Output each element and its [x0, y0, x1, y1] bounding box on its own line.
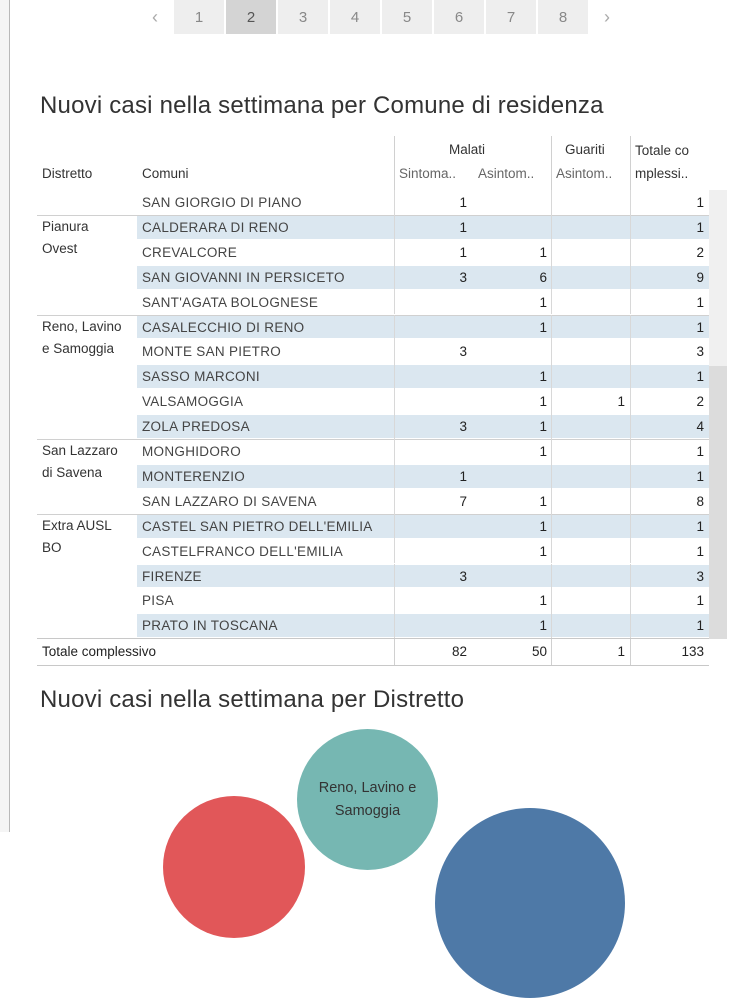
- comune-cell: SAN LAZZARO DI SAVENA: [142, 493, 317, 509]
- cell-divider: [394, 489, 395, 514]
- table-row[interactable]: [37, 539, 709, 564]
- cell-divider: [551, 464, 552, 489]
- table-body: [37, 190, 709, 638]
- comune-cell: MONGHIDORO: [142, 444, 241, 459]
- header-divider: [630, 136, 631, 190]
- total-divider: [630, 639, 631, 665]
- cell-divider: [551, 190, 552, 215]
- table-row[interactable]: [37, 564, 709, 589]
- cell-divider: [630, 613, 631, 638]
- page-5-button[interactable]: 5: [382, 0, 432, 34]
- cell-divider: [630, 539, 631, 564]
- table-row[interactable]: [37, 315, 709, 340]
- distretto-label-line: Extra AUSL: [42, 517, 112, 533]
- sintomatici-cell: 3: [459, 568, 467, 584]
- row-band: [137, 589, 709, 612]
- cell-divider: [630, 514, 631, 539]
- total-divider: [551, 639, 552, 665]
- totale-cell: 1: [696, 369, 704, 385]
- page-7-button[interactable]: 7: [486, 0, 536, 34]
- page-2-button[interactable]: 2: [226, 0, 276, 34]
- cell-divider: [394, 564, 395, 589]
- cell-divider: [630, 190, 631, 215]
- totale-cell: 3: [696, 344, 704, 360]
- cell-divider: [394, 514, 395, 539]
- table-row[interactable]: [37, 190, 709, 215]
- cell-divider: [551, 215, 552, 240]
- cell-divider: [630, 414, 631, 439]
- distretto-label-line: San Lazzaro: [42, 443, 118, 458]
- comune-cell: SAN GIOVANNI IN PERSICETO: [142, 269, 345, 285]
- cell-divider: [551, 613, 552, 638]
- page-4-button[interactable]: 4: [330, 0, 380, 34]
- sintomatici-cell: 1: [459, 244, 467, 260]
- table-row[interactable]: [37, 290, 709, 315]
- cell-divider: [394, 290, 395, 315]
- comune-cell: FIRENZE: [142, 568, 202, 584]
- totale-cell: 1: [696, 294, 704, 310]
- cell-divider: [630, 339, 631, 364]
- distretto-label-line: e Samoggia: [42, 340, 115, 356]
- cell-divider: [551, 339, 552, 364]
- sintomatici-cell: 1: [459, 195, 467, 210]
- cell-divider: [551, 315, 552, 340]
- comune-cell: ZOLA PREDOSA: [142, 419, 250, 435]
- header-asintomatici[interactable]: Asintom..: [478, 166, 535, 181]
- next-page-button[interactable]: ›: [604, 6, 610, 27]
- distretto-label-line: Pianura: [42, 218, 89, 234]
- table-row[interactable]: [37, 265, 709, 290]
- total-asintomatici: 50: [531, 644, 547, 660]
- comune-cell: PRATO IN TOSCANA: [142, 618, 278, 634]
- cell-divider: [551, 265, 552, 290]
- totale-cell: 8: [696, 493, 704, 509]
- cell-divider: [630, 564, 631, 589]
- bubble-blue[interactable]: [435, 808, 625, 998]
- table-row[interactable]: [37, 389, 709, 414]
- cell-divider: [551, 489, 552, 514]
- header-distretto[interactable]: Distretto: [42, 166, 93, 181]
- comune-cell: VALSAMOGGIA: [142, 394, 244, 410]
- header-sintomatici[interactable]: Sintoma..: [399, 166, 457, 181]
- cell-divider: [630, 265, 631, 290]
- totale-cell: 1: [696, 518, 704, 534]
- asintomatici-cell: 1: [539, 543, 547, 559]
- table-row[interactable]: [37, 240, 709, 265]
- table-row[interactable]: [37, 414, 709, 439]
- cell-divider: [551, 240, 552, 265]
- cell-divider: [630, 464, 631, 489]
- cell-divider: [394, 240, 395, 265]
- comune-cell: MONTERENZIO: [142, 468, 246, 484]
- distretto-cell: [42, 515, 112, 559]
- bubble-red[interactable]: [163, 796, 305, 938]
- sintomatici-cell: 1: [459, 468, 467, 484]
- pagination: [138, 0, 626, 34]
- comune-cell: CASTELFRANCO DELL'EMILIA: [142, 543, 344, 559]
- cell-divider: [394, 588, 395, 613]
- total-label: Totale complessivo: [42, 644, 157, 660]
- header-divider: [394, 136, 395, 190]
- cell-divider: [630, 489, 631, 514]
- comune-cell: PISA: [142, 593, 174, 609]
- asintomatici-cell: 1: [539, 618, 547, 634]
- asintomatici-cell: 1: [539, 419, 547, 435]
- totale-cell: 1: [696, 195, 704, 210]
- total-sintomatici: 82: [451, 644, 467, 660]
- table-row[interactable]: [37, 364, 709, 389]
- cell-divider: [394, 464, 395, 489]
- sintomatici-cell: 3: [459, 419, 467, 435]
- comune-cell: CREVALCORE: [142, 244, 238, 260]
- totale-cell: 1: [696, 618, 704, 634]
- bubble-section-title: Nuovi casi nella settimana per Distretto: [40, 686, 465, 713]
- cell-divider: [630, 215, 631, 240]
- cell-divider: [551, 414, 552, 439]
- table-row[interactable]: [37, 588, 709, 613]
- cell-divider: [551, 389, 552, 414]
- cell-divider: [630, 315, 631, 340]
- totale-cell: 1: [696, 219, 704, 235]
- table-header: [37, 136, 709, 190]
- totale-cell: 1: [696, 468, 704, 484]
- header-guariti-asintomatici[interactable]: Asintom..: [556, 166, 613, 181]
- distretto-label-line: BO: [42, 539, 62, 555]
- header-totale-line2[interactable]: mplessi..: [635, 166, 689, 181]
- asintomatici-cell: 1: [539, 394, 547, 410]
- asintomatici-cell: 1: [539, 518, 547, 534]
- asintomatici-cell: 1: [539, 444, 547, 459]
- header-guariti[interactable]: Guariti: [565, 142, 605, 157]
- totale-cell: 1: [696, 444, 704, 459]
- cell-divider: [551, 439, 552, 464]
- table-row[interactable]: [37, 439, 709, 464]
- totale-cell: 1: [696, 319, 704, 335]
- header-divider: [551, 136, 552, 190]
- cases-table: [37, 136, 709, 666]
- left-frame-border: [0, 0, 10, 832]
- comune-cell: SANT'AGATA BOLOGNESE: [142, 294, 319, 310]
- row-band: [137, 565, 709, 588]
- page-8-button[interactable]: 8: [538, 0, 588, 34]
- cell-divider: [551, 290, 552, 315]
- cell-divider: [551, 588, 552, 613]
- sintomatici-cell: 7: [459, 493, 467, 509]
- bubble-reno-lavino-samoggia[interactable]: [297, 729, 438, 870]
- page-1-button[interactable]: 1: [174, 0, 224, 34]
- table-row[interactable]: [37, 489, 709, 514]
- cell-divider: [394, 613, 395, 638]
- distretto-label-line: Ovest: [42, 240, 78, 256]
- cell-divider: [394, 364, 395, 389]
- cell-divider: [394, 215, 395, 240]
- table-scrollbar-thumb[interactable]: [709, 366, 727, 639]
- cell-divider: [394, 190, 395, 215]
- asintomatici-cell: 1: [539, 369, 547, 385]
- comune-cell: MONTE SAN PIETRO: [142, 344, 282, 360]
- cell-divider: [394, 539, 395, 564]
- comune-cell: SAN GIORGIO DI PIANO: [142, 195, 302, 210]
- totale-cell: 3: [696, 568, 704, 584]
- table-row[interactable]: [37, 215, 709, 240]
- totale-cell: 1: [696, 593, 704, 609]
- asintomatici-cell: 1: [539, 294, 547, 310]
- total-complessivo: 133: [681, 644, 704, 660]
- header-comuni[interactable]: Comuni: [142, 166, 189, 181]
- page-6-button[interactable]: 6: [434, 0, 484, 34]
- cell-divider: [394, 265, 395, 290]
- cell-divider: [551, 364, 552, 389]
- table-row[interactable]: [37, 514, 709, 539]
- table-row[interactable]: [37, 613, 709, 638]
- totale-cell: 2: [696, 394, 704, 410]
- comune-cell: CASALECCHIO DI RENO: [142, 319, 305, 335]
- cell-divider: [394, 339, 395, 364]
- asintomatici-cell: 1: [539, 593, 547, 609]
- asintomatici-cell: 6: [539, 269, 547, 285]
- totale-cell: 2: [696, 244, 704, 260]
- totale-cell: 9: [696, 269, 704, 285]
- distretto-cell: [42, 440, 118, 484]
- distretto-cell: [42, 216, 89, 260]
- cell-divider: [551, 564, 552, 589]
- total-divider: [394, 639, 395, 665]
- cell-divider: [394, 389, 395, 414]
- cell-divider: [394, 439, 395, 464]
- distretto-label-line: Reno, Lavino: [42, 318, 122, 334]
- prev-page-button[interactable]: ‹: [152, 6, 158, 27]
- bubble-reno-label: Reno, Lavino e Samoggia: [318, 779, 417, 819]
- cell-divider: [630, 240, 631, 265]
- cell-divider: [630, 290, 631, 315]
- cell-divider: [630, 389, 631, 414]
- cell-divider: [394, 315, 395, 340]
- sintomatici-cell: 3: [459, 344, 467, 360]
- cell-divider: [551, 539, 552, 564]
- table-row[interactable]: [37, 464, 709, 489]
- table-section-title: Nuovi casi nella settimana per Comune di residenza: [40, 92, 604, 119]
- header-totale-line1[interactable]: Totale co: [635, 143, 690, 158]
- header-malati[interactable]: Malati: [449, 142, 486, 157]
- totale-cell: 4: [696, 419, 704, 435]
- totale-cell: 1: [696, 543, 704, 559]
- asintomatici-cell: 1: [539, 319, 547, 335]
- cell-divider: [551, 514, 552, 539]
- comune-cell: CALDERARA DI RENO: [142, 219, 289, 235]
- distretto-label-line: di Savena: [42, 465, 103, 480]
- cell-divider: [630, 439, 631, 464]
- asintomatici-cell: 1: [539, 244, 547, 260]
- cell-divider: [630, 364, 631, 389]
- table-row[interactable]: [37, 339, 709, 364]
- page-3-button[interactable]: 3: [278, 0, 328, 34]
- sintomatici-cell: 1: [459, 219, 467, 235]
- distretto-cell: [42, 316, 122, 360]
- total-guariti: 1: [617, 644, 625, 660]
- guariti-cell: 1: [617, 394, 625, 410]
- cell-divider: [630, 588, 631, 613]
- sintomatici-cell: 3: [459, 269, 467, 285]
- comune-cell: CASTEL SAN PIETRO DELL'EMILIA: [142, 518, 373, 534]
- asintomatici-cell: 1: [539, 493, 547, 509]
- total-row: [37, 638, 709, 666]
- cell-divider: [394, 414, 395, 439]
- comune-cell: SASSO MARCONI: [142, 369, 260, 385]
